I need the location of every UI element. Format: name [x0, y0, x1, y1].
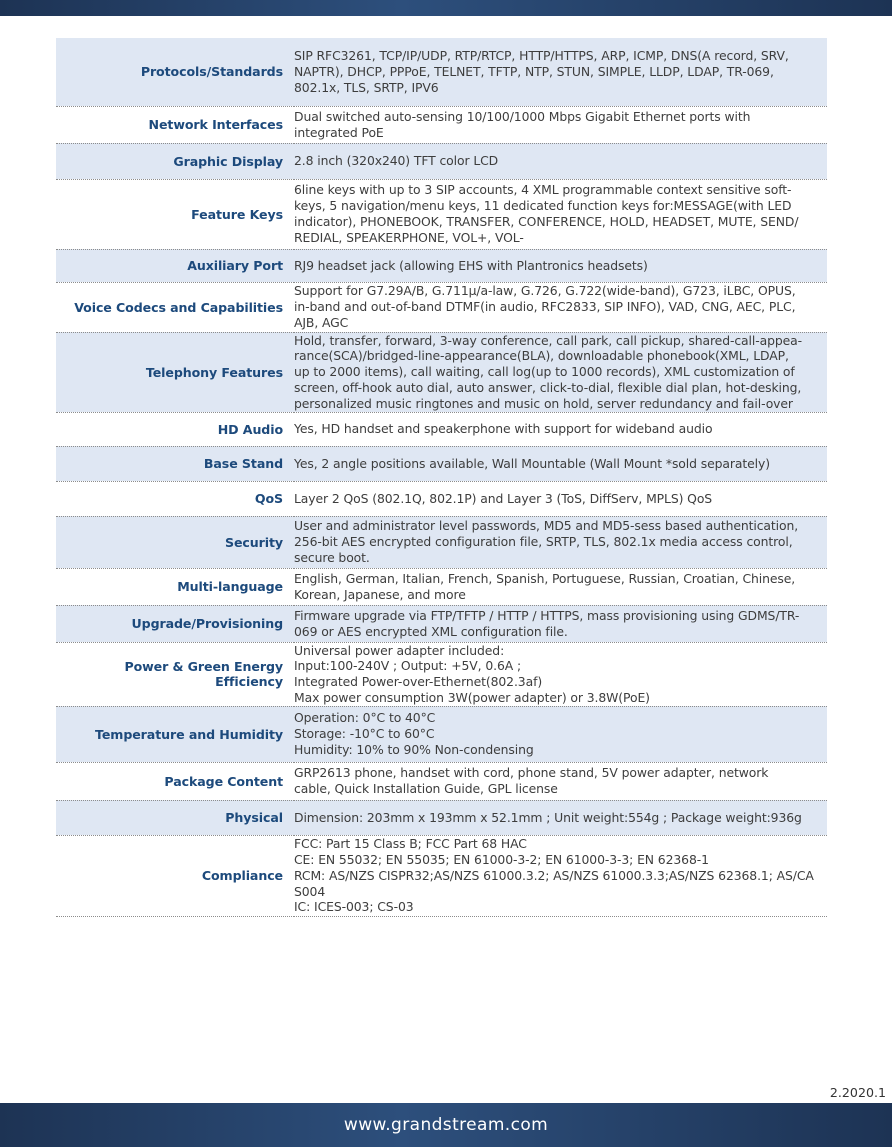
spec-value-line: indicator), PHONEBOOK, TRANSFER, CONFERENCE, HOLD, HEADSET, MUTE, SEND/ — [294, 214, 799, 229]
spec-label: Power & Green Energy Efficiency — [56, 642, 294, 706]
spec-value-line: RJ9 headset jack (allowing EHS with Plantronics headsets) — [294, 257, 648, 273]
spec-value — [294, 800, 827, 835]
spec-value-line: IC: ICES-003; CS-03 — [294, 899, 414, 915]
spec-value-line: Universal power adapter included: — [294, 642, 505, 658]
spec-value — [294, 481, 827, 516]
spec-value-line: screen, off-hook auto dial, auto answer, click-to-dial, flexible dial plan, hot-desking, — [294, 379, 802, 395]
spec-value-line: up to 2000 items), call waiting, call log(up to 1000 records), XML customization of — [294, 364, 795, 380]
spec-row — [56, 706, 827, 762]
spec-row — [56, 835, 827, 916]
spec-row — [56, 249, 827, 282]
spec-label: Temperature and Humidity — [56, 706, 294, 762]
spec-value — [294, 332, 827, 412]
spec-label: Physical — [56, 800, 294, 835]
spec-value-line: 2.8 inch (320x240) TFT color LCD — [294, 153, 499, 169]
spec-value-line: Storage: -10°C to 60°C — [294, 726, 435, 742]
spec-row — [56, 332, 827, 412]
spec-label: HD Audio — [56, 412, 294, 446]
spec-value-line: Yes, HD handset and speakerphone with support for wideband audio — [294, 421, 713, 437]
spec-value-line: User and administrator level passwords, MD5 and MD5-sess based authentication, — [294, 518, 799, 534]
spec-value — [294, 642, 827, 706]
spec-row — [56, 446, 827, 481]
spec-value — [294, 282, 827, 332]
spec-label: Telephony Features — [56, 332, 294, 412]
spec-value-line: Korean, Japanese, and more — [294, 586, 466, 602]
spec-value-line: AJB, AGC — [294, 314, 349, 330]
spec-label: Feature Keys — [56, 179, 294, 249]
spec-value — [294, 516, 827, 568]
spec-value-line: CE: EN 55032; EN 55035; EN 61000-3-2; EN 61000-3-3; EN 62368-1 — [294, 851, 709, 867]
spec-value-line: Max power consumption 3W(power adapter) or 3.8W(PoE) — [294, 689, 650, 705]
spec-label: Network Interfaces — [56, 106, 294, 143]
spec-value-line: Support for G7.29A/B, G.711µ/a-law, G.726, G.722(wide-band), G723, iLBC, OPUS, — [294, 283, 796, 299]
spec-row — [56, 762, 827, 800]
spec-label: Voice Codecs and Capabilities — [56, 282, 294, 332]
spec-value-line: Layer 2 QoS (802.1Q, 802.1P) and Layer 3 (ToS, DiffServ, MPLS) QoS — [294, 490, 713, 506]
spec-value — [294, 38, 827, 106]
spec-row — [56, 605, 827, 642]
spec-value-line: S004 — [294, 883, 326, 899]
website-link[interactable]: www.grandstream.com — [343, 1115, 549, 1135]
spec-value — [294, 835, 827, 916]
spec-value-line: integrated PoE — [294, 124, 384, 140]
spec-row — [56, 800, 827, 835]
spec-value-line: secure boot. — [294, 549, 370, 565]
spec-row — [56, 412, 827, 446]
spec-row — [56, 106, 827, 143]
spec-value-line: keys, 5 navigation/menu keys, 11 dedicated function keys for:MESSAGE(with LED — [294, 198, 792, 214]
spec-value-line: Humidity: 10% to 90% Non-condensing — [294, 742, 534, 758]
spec-value-line: GRP2613 phone, handset with cord, phone stand, 5V power adapter, network — [294, 765, 769, 781]
spec-value-line: cable, Quick Installation Guide, GPL license — [294, 781, 558, 797]
spec-value — [294, 706, 827, 762]
spec-table — [56, 38, 827, 917]
spec-value-line: RCM: AS/NZS CISPR32;AS/NZS 61000.3.2; AS/NZS 61000.3.3;AS/NZS 62368.1; AS/CA — [294, 867, 814, 883]
spec-row — [56, 642, 827, 706]
spec-label: Graphic Display — [56, 143, 294, 179]
spec-row — [56, 481, 827, 516]
spec-row — [56, 516, 827, 568]
spec-label: Upgrade/Provisioning — [56, 605, 294, 642]
spec-value-line: REDIAL, SPEAKERPHONE, VOL+, VOL- — [294, 229, 524, 245]
document-version: 2.2020.1 — [829, 1085, 886, 1100]
spec-value — [294, 762, 827, 800]
spec-label: Multi-language — [56, 568, 294, 605]
spec-value — [294, 143, 827, 179]
spec-value-line: Firmware upgrade via FTP/TFTP / HTTP / HTTPS, mass provisioning using GDMS/TR- — [294, 607, 800, 623]
spec-value-line: rance(SCA)/bridged-line-appearance(BLA), downloadable phonebook(XML, LDAP, — [294, 348, 789, 364]
spec-label: Compliance — [56, 835, 294, 916]
spec-value-line: Dual switched auto-sensing 10/100/1000 Mbps Gigabit Ethernet ports with — [294, 108, 751, 124]
spec-row — [56, 179, 827, 249]
spec-row — [56, 282, 827, 332]
spec-row — [56, 38, 827, 106]
spec-value-line: 069 or AES encrypted XML configuration file. — [294, 623, 568, 639]
spec-value-line: personalized music ringtones and music on hold, server redundancy and fail-over — [294, 395, 793, 411]
spec-value-line: Operation: 0°C to 40°C — [294, 710, 436, 726]
spec-label: Base Stand — [56, 446, 294, 481]
spec-value — [294, 412, 827, 446]
spec-label: Protocols/Standards — [56, 38, 294, 106]
spec-row — [56, 568, 827, 605]
spec-value-line: 802.1x, TLS, SRTP, IPV6 — [294, 79, 439, 95]
spec-label: Security — [56, 516, 294, 568]
spec-value-line: Yes, 2 angle positions available, Wall Mountable (Wall Mount *sold separately) — [294, 455, 770, 471]
spec-value-line: NAPTR), DHCP, PPPoE, TELNET, TFTP, NTP, STUN, SIMPLE, LLDP, LDAP, TR-069, — [294, 63, 774, 79]
spec-label: Package Content — [56, 762, 294, 800]
spec-value-line: English, German, Italian, French, Spanish, Portuguese, Russian, Croatian, Chinese, — [294, 570, 796, 586]
top-banner — [0, 0, 892, 16]
spec-value-line: Dimension: 203mm x 193mm x 52.1mm ; Unit weight:554g ; Package weight:936g — [294, 809, 802, 825]
spec-value-line: Integrated Power-over-Ethernet(802.3af) — [294, 674, 543, 690]
spec-value-line: Input:100-240V ; Output: +5V, 0.6A ; — [294, 658, 522, 674]
spec-label: Auxiliary Port — [56, 249, 294, 282]
spec-value — [294, 179, 827, 249]
spec-value-line: Hold, transfer, forward, 3-way conference, call park, call pickup, shared-call-appea- — [294, 332, 802, 348]
spec-value — [294, 446, 827, 481]
spec-value — [294, 249, 827, 282]
spec-value — [294, 568, 827, 605]
spec-value — [294, 106, 827, 143]
spec-value-line: 6line keys with up to 3 SIP accounts, 4 XML programmable context sensitive soft- — [294, 182, 792, 198]
spec-label: QoS — [56, 481, 294, 516]
spec-value-line: FCC: Part 15 Class B; FCC Part 68 HAC — [294, 836, 527, 852]
footer-bar — [0, 1103, 892, 1147]
spec-value — [294, 605, 827, 642]
spec-value-line: 256-bit AES encrypted configuration file, SRTP, TLS, 802.1x media access control, — [294, 534, 793, 550]
spec-row — [56, 143, 827, 179]
spec-value-line: SIP RFC3261, TCP/IP/UDP, RTP/RTCP, HTTP/HTTPS, ARP, ICMP, DNS(A record, SRV, — [294, 48, 789, 64]
spec-value-line: in-band and out-of-band DTMF(in audio, RFC2833, SIP INFO), VAD, CNG, AEC, PLC, — [294, 299, 796, 315]
